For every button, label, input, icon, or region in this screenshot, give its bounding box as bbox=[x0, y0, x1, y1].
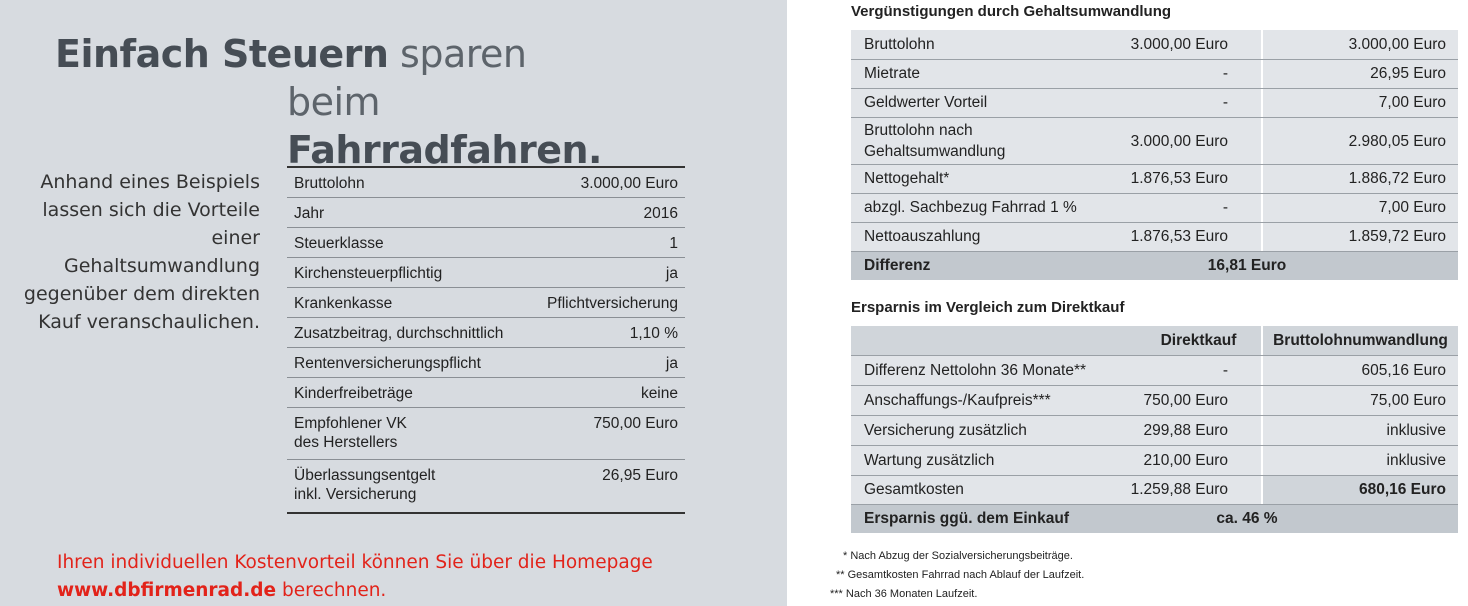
row-label: Differenz Nettolohn 36 Monate** bbox=[864, 361, 1087, 379]
table2-title: Ersparnis im Vergleich zum Direktkauf bbox=[851, 299, 1125, 316]
table-row bbox=[851, 59, 1458, 88]
cell-a: 3.000,00 Euro bbox=[1130, 132, 1228, 150]
salary-conversion-table bbox=[851, 30, 1458, 280]
headline-bold-2: Fahrradfahren. bbox=[287, 128, 602, 172]
row-label: Kirchensteuerpflichtig bbox=[294, 265, 443, 282]
row-label bbox=[294, 414, 594, 452]
row-label-line2: des Herstellers bbox=[294, 434, 398, 451]
row-label: Kinderfreibeträge bbox=[294, 385, 413, 402]
cell-a: 1.876,53 Euro bbox=[1130, 170, 1228, 187]
cell-a: 3.000,00 Euro bbox=[1130, 35, 1228, 53]
cell-a: 1.876,53 Euro bbox=[1130, 228, 1228, 245]
row-value: keine bbox=[640, 385, 678, 402]
row-label-line2: inkl. Versicherung bbox=[294, 486, 417, 503]
row-label: Bruttolohn bbox=[864, 35, 935, 53]
table-row bbox=[287, 168, 685, 198]
cell-b: inklusive bbox=[1261, 416, 1458, 445]
table-row bbox=[851, 355, 1458, 385]
row-label: Bruttolohn bbox=[294, 175, 365, 192]
row-label: Geldwerter Vorteil bbox=[864, 94, 988, 111]
table-row bbox=[287, 408, 685, 460]
footnotes bbox=[830, 547, 1084, 604]
row-value: 1,10 % bbox=[629, 325, 678, 342]
row-label-line1: Bruttolohn nach bbox=[864, 122, 973, 139]
table-row bbox=[287, 198, 685, 228]
footer-value: ca. 46 % bbox=[1216, 510, 1278, 527]
table-footer-row bbox=[851, 251, 1458, 280]
header-empty bbox=[851, 326, 1096, 355]
table-row bbox=[851, 164, 1458, 193]
row-label: Steuerklasse bbox=[294, 235, 384, 252]
cta-line1: Ihren individuellen Kostenvorteil können Sie über die Homepage bbox=[57, 552, 653, 573]
row-label: abzgl. Sachbezug Fahrrad 1 % bbox=[864, 199, 1077, 216]
table-row bbox=[287, 460, 685, 512]
cell-b: 3.000,00 Euro bbox=[1261, 30, 1458, 59]
row-value: 1 bbox=[669, 235, 678, 252]
footnote: * Nach Abzug der Sozialversicherungsbeiträge. bbox=[843, 550, 1073, 562]
cell-a: - bbox=[1222, 199, 1228, 216]
table-row bbox=[287, 258, 685, 288]
table1-title: Vergünstigungen durch Gehaltsumwandlung bbox=[851, 3, 1172, 20]
row-label: Anschaffungs-/Kaufpreis*** bbox=[864, 391, 1051, 409]
cell-b: 1.886,72 Euro bbox=[1261, 165, 1458, 193]
table-row bbox=[287, 378, 685, 408]
column-header-direktkauf: Direktkauf bbox=[1160, 331, 1237, 349]
intro-text: Anhand eines Beispiels lassen sich die Vorteile einer Gehaltsumwandlung gegenüber dem direkten Kauf veranschaulichen. bbox=[23, 171, 260, 333]
row-value: 3.000,00 Euro bbox=[580, 175, 678, 192]
headline-thin-1: sparen bbox=[400, 32, 527, 76]
cell-b: 2.980,05 Euro bbox=[1261, 118, 1458, 164]
footnote: ** Gesamtkosten Fahrrad nach Ablauf der Laufzeit. bbox=[836, 569, 1085, 581]
cell-b: 75,00 Euro bbox=[1261, 386, 1458, 415]
row-value: 750,00 Euro bbox=[593, 415, 678, 432]
row-value: 26,95 Euro bbox=[602, 467, 678, 484]
homepage-link[interactable]: www.dbfirmenrad.de bbox=[57, 580, 277, 601]
cell-a: - bbox=[1222, 94, 1228, 111]
footer-label: Differenz bbox=[864, 257, 931, 274]
row-label bbox=[851, 118, 1096, 164]
row-label: Jahr bbox=[294, 205, 325, 222]
row-value: ja bbox=[665, 265, 678, 282]
row-label-line2: Gehaltsumwandlung bbox=[864, 143, 1006, 160]
table-footer-row bbox=[851, 504, 1458, 533]
table-row bbox=[287, 228, 685, 258]
row-value: Pflichtversicherung bbox=[547, 295, 678, 312]
table-row bbox=[851, 475, 1458, 504]
cta-text bbox=[57, 549, 653, 605]
headline-thin-2: beim bbox=[287, 80, 381, 124]
footer-value: 16,81 Euro bbox=[1207, 257, 1287, 274]
cell-b: 7,00 Euro bbox=[1261, 194, 1458, 222]
row-label: Wartung zusätzlich bbox=[864, 451, 995, 469]
page-title bbox=[55, 30, 695, 174]
table-row bbox=[287, 318, 685, 348]
row-label: Mietrate bbox=[864, 65, 920, 82]
table-row bbox=[287, 288, 685, 318]
table-row bbox=[851, 30, 1458, 59]
cell-a: 299,88 Euro bbox=[1143, 421, 1228, 439]
cell-a: - bbox=[1222, 361, 1228, 379]
row-label: Versicherung zusätzlich bbox=[864, 421, 1027, 439]
footer-label: Ersparnis ggü. dem Einkauf bbox=[864, 510, 1069, 527]
cell-b: 605,16 Euro bbox=[1261, 356, 1458, 385]
cell-a: 750,00 Euro bbox=[1143, 391, 1228, 409]
row-value: ja bbox=[665, 355, 678, 372]
cell-b: 1.859,72 Euro bbox=[1261, 223, 1458, 251]
cell-a: - bbox=[1222, 65, 1228, 82]
cell-b: inklusive bbox=[1261, 446, 1458, 475]
table-row bbox=[851, 445, 1458, 475]
row-label-line1: Empfohlener VK bbox=[294, 415, 407, 432]
row-value: 2016 bbox=[643, 205, 678, 222]
row-label: Rentenversicherungspflicht bbox=[294, 355, 481, 372]
cell-b: 26,95 Euro bbox=[1261, 60, 1458, 88]
table-header-row bbox=[851, 326, 1458, 355]
headline-bold-1: Einfach Steuern bbox=[55, 32, 389, 76]
cell-b: 680,16 Euro bbox=[1261, 476, 1458, 504]
table-row bbox=[851, 117, 1458, 164]
row-label: Gesamtkosten bbox=[864, 481, 964, 498]
savings-comparison-table bbox=[851, 326, 1458, 533]
row-label-line1: Überlassungsentgelt bbox=[294, 467, 436, 484]
row-label: Nettogehalt* bbox=[864, 170, 950, 187]
table-row bbox=[851, 385, 1458, 415]
footnote: *** Nach 36 Monaten Laufzeit. bbox=[830, 588, 978, 600]
table-row bbox=[851, 415, 1458, 445]
row-label: Krankenkasse bbox=[294, 295, 393, 312]
cell-a: 210,00 Euro bbox=[1143, 451, 1228, 469]
row-label: Zusatzbeitrag, durchschnittlich bbox=[294, 325, 504, 342]
row-label: Nettoauszahlung bbox=[864, 228, 981, 245]
column-header-bruttolohnumwandlung: Bruttolohnumwandlung bbox=[1261, 326, 1458, 355]
example-parameters-table bbox=[287, 166, 685, 514]
row-label bbox=[294, 466, 602, 504]
cell-b: 7,00 Euro bbox=[1261, 89, 1458, 117]
table-row bbox=[287, 348, 685, 378]
table-row bbox=[851, 193, 1458, 222]
table-row bbox=[851, 88, 1458, 117]
cell-a: 1.259,88 Euro bbox=[1130, 481, 1228, 498]
table-row bbox=[851, 222, 1458, 251]
cta-line2-rest: berechnen. bbox=[276, 580, 387, 601]
